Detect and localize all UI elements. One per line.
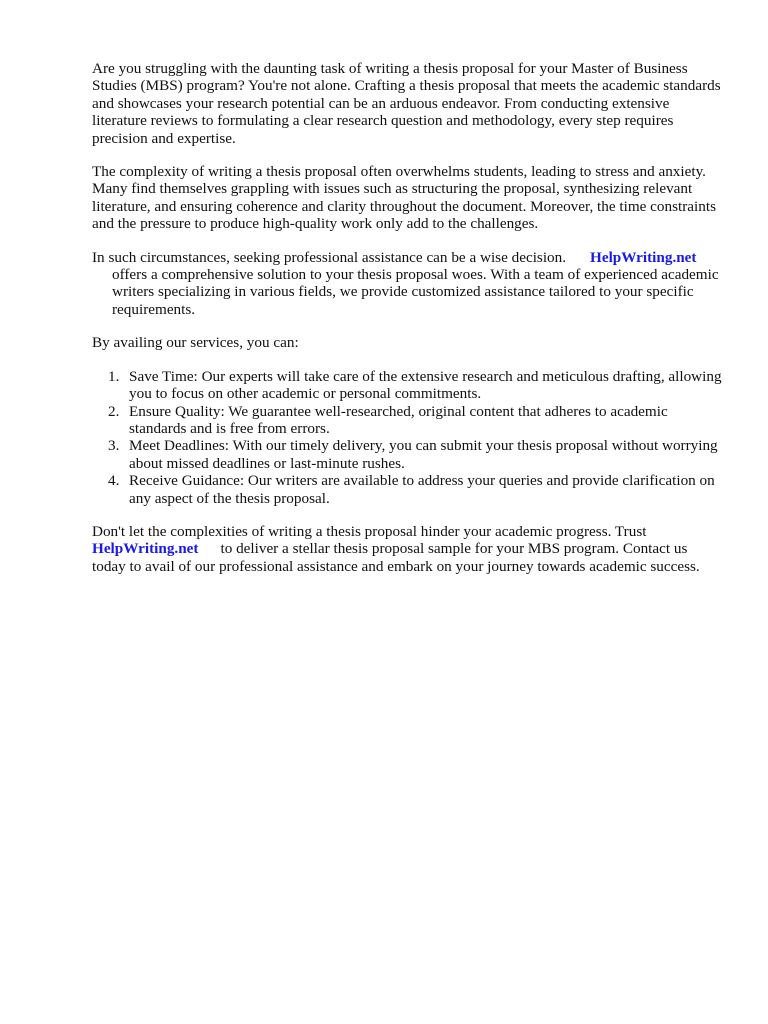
- closing-text-after-link: to deliver a stellar thesis proposal sample for your MBS program. Contact us today to avail of our professional assistance and embark on your journey towards academic success.: [92, 540, 700, 575]
- list-item-text: Save Time: Our experts will take care of the extensive research and meticulous drafting, allowing you to focus on other academic or personal commitments.: [129, 367, 722, 403]
- complexity-paragraph: The complexity of writing a thesis proposal often overwhelms students, leading to stress and anxiety. Many find themselves grappling with issues such as structuring the proposal, synthesizing relevant literature, and ensuring coherence and clarity throughout the document. Moreover, the time constraints and the pressure to produce high-quality work only add to the challenges.: [92, 163, 716, 233]
- list-item-text: Meet Deadlines: With our timely delivery, you can submit your thesis proposal without worrying about missed deadlines or last-minute rushes.: [129, 437, 718, 472]
- intro-paragraph: Are you struggling with the daunting task of writing a thesis proposal for your Master of Business Studies (MBS) program? You're not alone. Crafting a thesis proposal that meets the academic standards and showcases your research potential can be an arduous endeavor. From conducting extensive literature reviews to formulating a clear research question and methodology, every step requires precision and expertise.: [92, 60, 721, 147]
- helpwriting-link[interactable]: HelpWriting.net: [590, 248, 697, 266]
- list-item-number: 4.: [108, 472, 120, 490]
- list-item-text: Receive Guidance: Our writers are available to address your queries and provide clarification on any aspect of the thesis proposal.: [129, 472, 715, 507]
- list-item-number: 1.: [108, 367, 120, 385]
- assistance-text-before-link: In such circumstances, seeking professional assistance can be a wise decision.: [92, 248, 567, 266]
- closing-text-before-link: Don't let the complexities of writing a thesis proposal hinder your academic progress. Trust: [92, 522, 647, 540]
- assistance-first-line: [92, 249, 722, 266]
- services-intro: By availing our services, you can:: [92, 334, 299, 352]
- helpwriting-link[interactable]: HelpWriting.net: [92, 540, 199, 558]
- list-item-number: 3.: [108, 437, 120, 455]
- list-item: [92, 368, 722, 403]
- list-item-number: 2.: [108, 402, 120, 420]
- list-item: [92, 403, 722, 438]
- document-page: [92, 60, 722, 591]
- list-item: [92, 472, 722, 507]
- assistance-paragraph: [92, 249, 722, 319]
- list-item: [92, 437, 722, 472]
- assistance-text-after-link: offers a comprehensive solution to your thesis proposal woes. With a team of experienced academic writers specializing in various fields, we provide customized assistance tailored to your specific requirements.: [112, 266, 719, 318]
- list-item-text: Ensure Quality: We guarantee well-researched, original content that adheres to academic standards and is free from errors.: [129, 402, 668, 437]
- services-list: [92, 368, 722, 507]
- closing-paragraph: [92, 523, 722, 575]
